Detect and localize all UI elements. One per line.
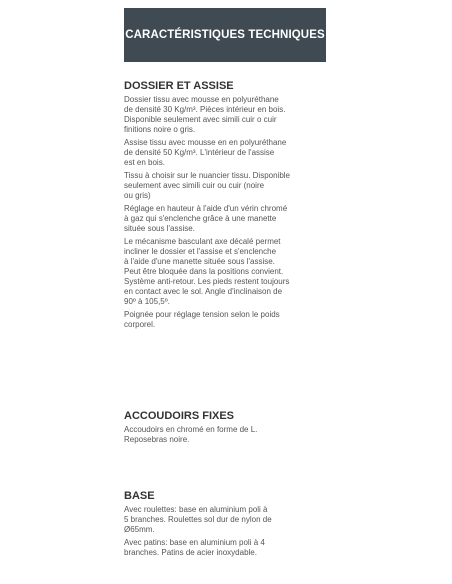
- section-title: ACCOUDOIRS FIXES: [124, 410, 235, 422]
- paragraph: Réglage en hauteur à l'aide d'un vérin chromé à gaz qui s'enclenche grâce à une manette située sous l'assise.: [124, 204, 288, 233]
- paragraph: Dossier tissu avec mousse en polyuréthane de densité 30 Kg/m³. Pièces intérieur en bois. Disponible seulement avec simili cuir o cuir finitions noire o gris.: [124, 95, 286, 134]
- section-accoudoirs-fixes: [124, 410, 334, 448]
- paragraph: Avec roulettes: base en aluminium poli à 5 branches. Roulettes sol dur de nylon de Ø65mm.: [124, 505, 272, 534]
- paragraph: Poignée pour réglage tension selon le poids corporel.: [124, 310, 280, 329]
- paragraph: Assise tissu avec mousse en en polyuréthane de densité 50 Kg/m³. L'intérieur de l'assise est en bois.: [124, 138, 287, 167]
- header-banner: [124, 8, 326, 62]
- paragraph: Avec patins: base en aluminium poli à 4 branches. Patins de acier inoxydable.: [124, 538, 265, 557]
- paragraph: Le mécanisme basculant axe décalé permet incliner le dossier et l'assise et s'enclenche à l'aide d'une manette située sous l'assise. Peut être bloquée dans la positions convient. Système anti-retour. Les pieds restent toujours en contact avec le sol. Angle d'inclinaison de 90º à 105,5º.: [124, 237, 290, 306]
- header-title: CARACTÉRISTIQUES TECHNIQUES: [125, 29, 325, 41]
- section-title: BASE: [124, 490, 155, 502]
- paragraph: Tissu à choisir sur le nuancier tissu. Disponible seulement avec simili cuir ou cuir (noire ou gris): [124, 171, 290, 200]
- section-title: DOSSIER ET ASSISE: [124, 80, 234, 92]
- section-dossier-et-assise: [124, 80, 334, 333]
- paragraph: Accoudoirs en chromé en forme de L. Reposebras noire.: [124, 425, 258, 444]
- section-base: [124, 490, 334, 561]
